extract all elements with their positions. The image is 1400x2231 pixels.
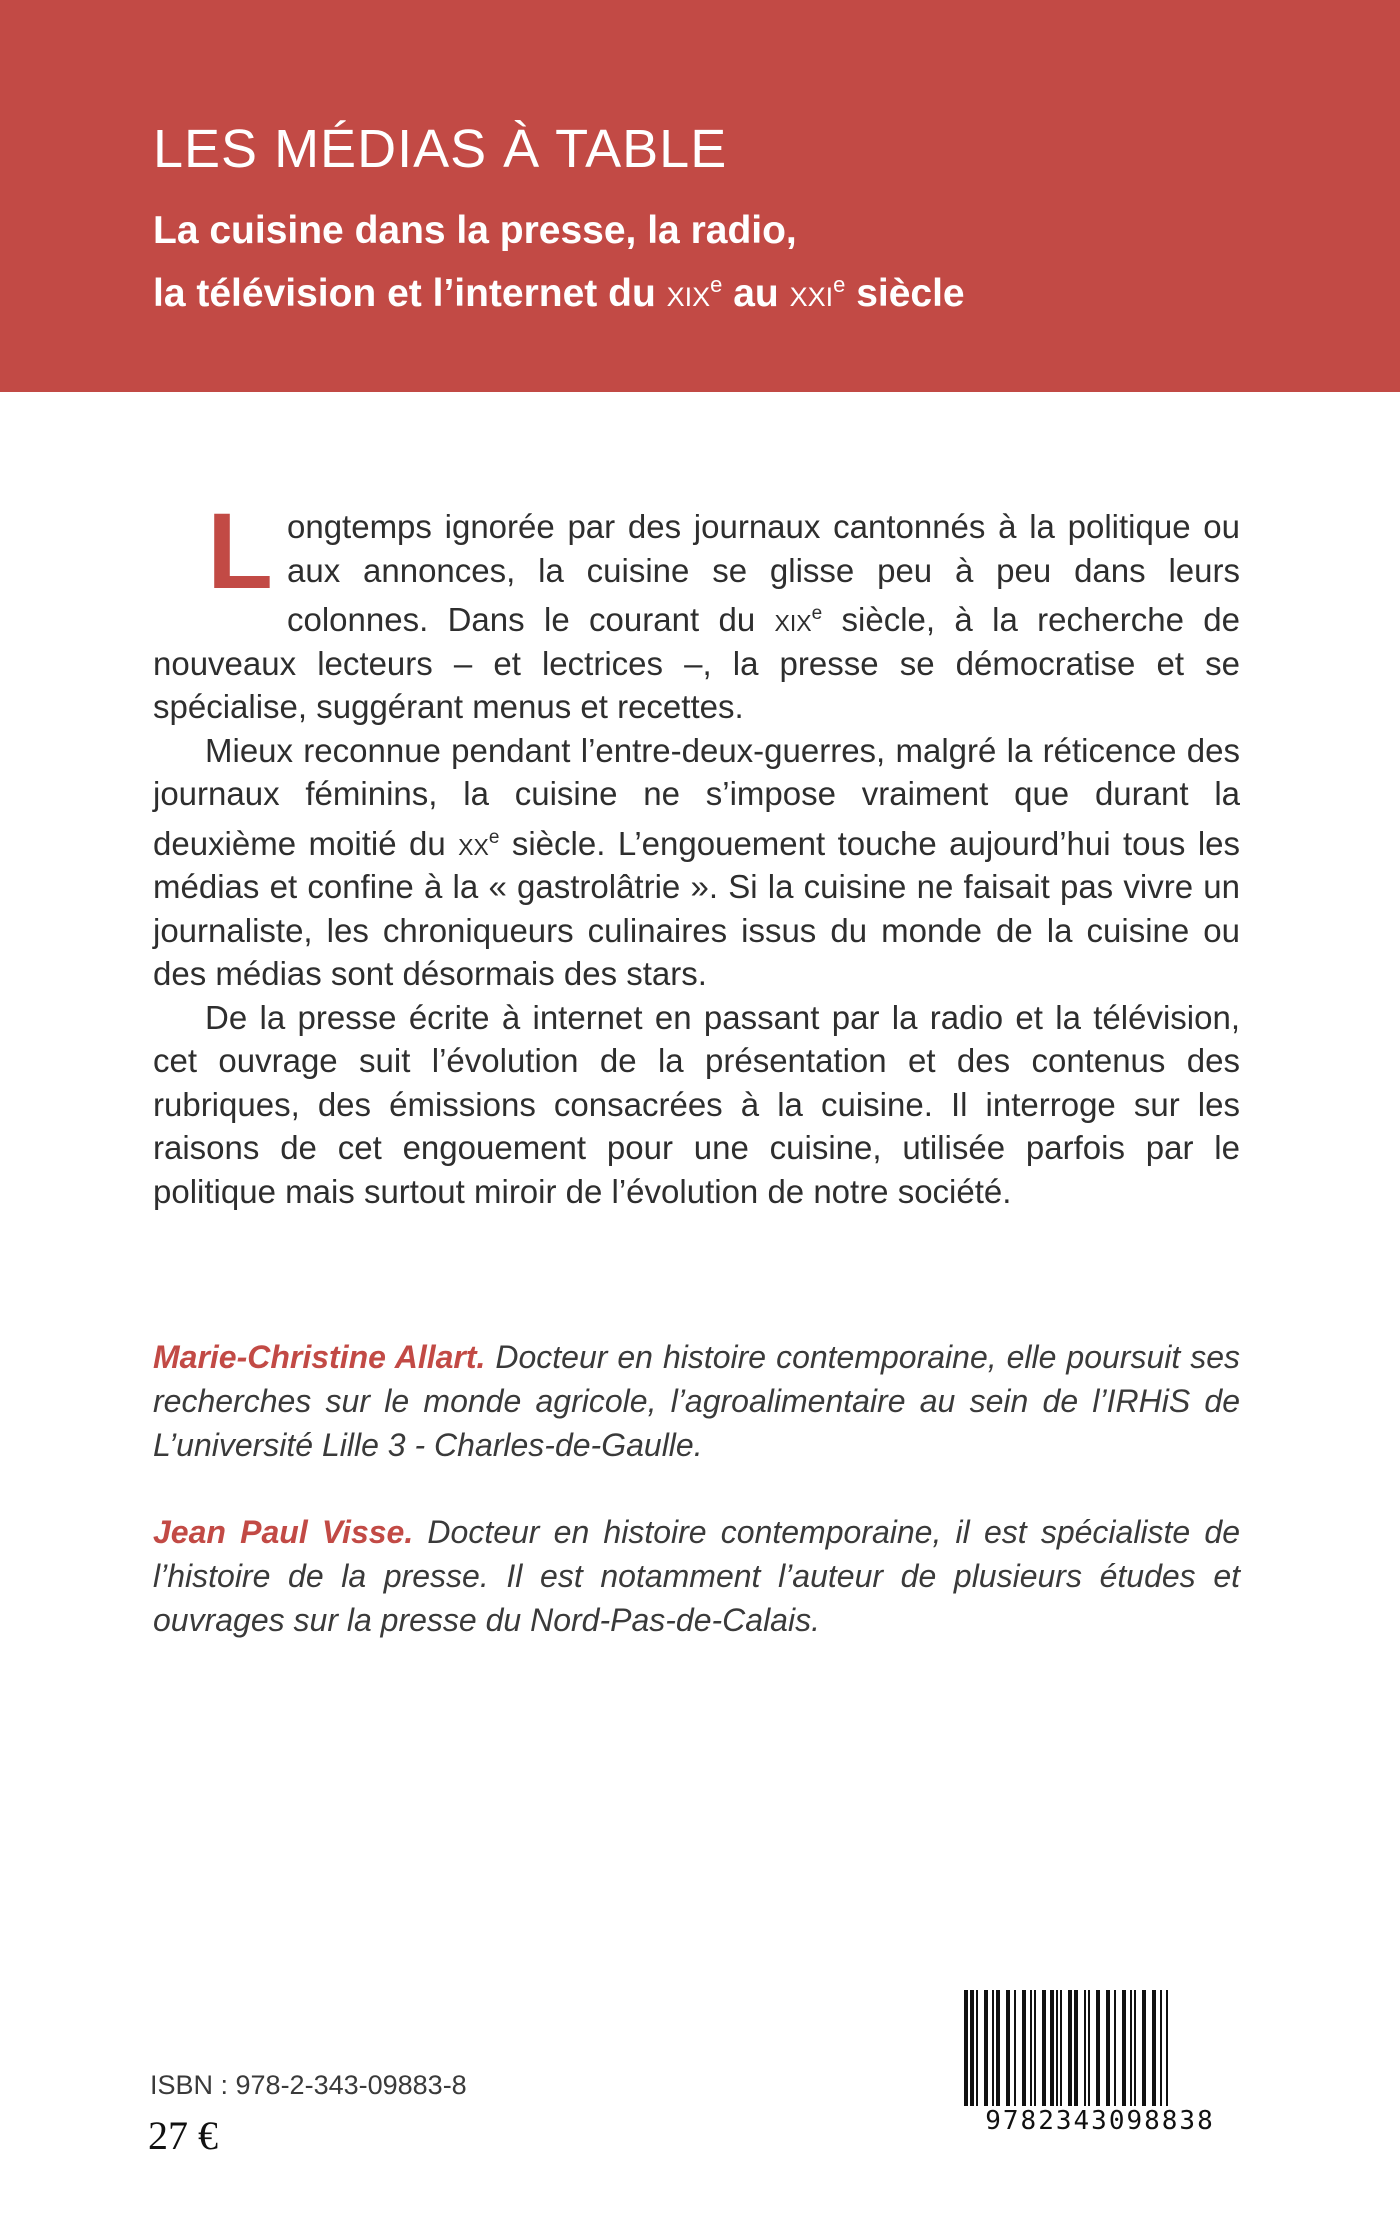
author-bio-text-1: Docteur en histoire contemporaine, elle poursuit ses recherches sur le monde agricole, l’agroalimentaire au sein de l’IRHiS de L’université Lille 3 - Charles-de-Gaulle. <box>153 1339 1241 1463</box>
barcode-bar <box>1160 1990 1162 2110</box>
subtitle-sup-1: e <box>710 272 723 297</box>
book-title: LES MÉDIAS À TABLE <box>153 119 728 179</box>
p2-text-a: Mieux reconnue pendant l’entre-deux-guerres, malgré la réticence des journaux féminins, la cuisine ne s’impose vraiment que durant la deuxième moitié du <box>153 731 1240 862</box>
barcode-bar <box>1096 1990 1100 2110</box>
price-label: 27 € <box>148 2113 218 2158</box>
barcode-bar <box>970 1990 974 2110</box>
subtitle-line2c: siècle <box>845 272 965 315</box>
barcode-bar <box>1114 1990 1116 2110</box>
subtitle-line2b: au <box>722 272 790 315</box>
barcode-bar <box>1122 1990 1126 2110</box>
author-bio-text-2: Docteur en histoire contemporaine, il est spécialiste de l’histoire de la presse. Il est notamment l’auteur de plusieurs études et ouvrages sur la presse du Nord-Pas-de-Calais. <box>153 1514 1240 1638</box>
drop-cap-letter: L <box>207 490 273 611</box>
barcode-bar <box>1088 1990 1090 2110</box>
barcode-bar <box>1050 1990 1054 2110</box>
barcode-bar <box>1042 1990 1046 2110</box>
barcode-bar <box>1030 1990 1032 2110</box>
p1-text-b: siècle, à la recherche de nouveaux lecteurs – et lectrices –, la presse se démocratise et se spécialise, suggérant menus et recettes. <box>153 601 1240 725</box>
barcode-bar <box>996 1990 1000 2110</box>
subtitle-line2a: la télévision et l’internet du <box>153 272 667 315</box>
subtitle-line1: La cuisine dans la presse, la radio, <box>153 209 797 252</box>
p2-century: xx <box>458 824 489 862</box>
p2-sup: e <box>488 826 500 848</box>
barcode-bar <box>984 1990 988 2110</box>
barcode-bar <box>1068 1990 1072 2110</box>
barcode-bar <box>1022 1990 1026 2110</box>
barcode-bar <box>1084 1990 1086 2110</box>
description-paragraph-1 <box>153 490 1240 729</box>
description-paragraph-3: De la presse écrite à internet en passant par la radio et la télévision, cet ouvrage suit l’évolution de la présentation et des contenus des rubriques, des émissions consacrées à la cuisine. Il interroge sur les raisons de cet engouement pour une cuisine, utilisée parfois par le politique mais surtout miroir de l’évolution de notre société. <box>153 998 1240 1210</box>
barcode-bar <box>1134 1990 1136 2110</box>
author-bio-2 <box>153 1510 1240 1642</box>
barcode-bar <box>1152 1990 1156 2110</box>
barcode-bars <box>960 1990 1240 2110</box>
barcode-bar <box>1142 1990 1146 2110</box>
barcode-digits: 9782343098838 <box>960 2106 1240 2136</box>
p1-text-a: ongtemps ignorée par des journaux cantonnés à la politique ou aux annonces, la cuisine se glisse peu à peu dans leurs colonnes. Dans le courant du <box>286 508 1240 638</box>
barcode-bar <box>992 1990 994 2110</box>
barcode-bar <box>1034 1990 1036 2110</box>
subtitle-century-21: xxi <box>789 272 834 315</box>
isbn-label: ISBN : 978-2-343-09883-8 <box>150 2070 467 2100</box>
barcode-bar <box>1106 1990 1110 2110</box>
author-name-2: Jean Paul Visse. <box>153 1514 414 1550</box>
barcode-bar <box>1006 1990 1010 2110</box>
author-bio-1 <box>153 1335 1240 1467</box>
cover-header-band <box>0 0 1400 392</box>
barcode-bar <box>1060 1990 1062 2110</box>
barcode-bar <box>1074 1990 1078 2110</box>
barcode-bar <box>1056 1990 1058 2110</box>
description-paragraph-2 <box>153 729 1240 996</box>
subtitle-century-19: xix <box>666 272 711 315</box>
barcode-bar <box>976 1990 978 2110</box>
author-name-1: Marie-Christine Allart. <box>153 1339 486 1375</box>
p2-text-b: siècle. L’engouement touche aujourd’hui tous les médias et confine à la « gastrolâtrie ». Si la cuisine ne faisait pas vivre un journaliste, les chroniqueurs culinaires issus du monde de la cuisine ou des médias sont désormais des stars. <box>153 824 1240 992</box>
p1-century: xix <box>774 601 812 638</box>
book-subtitle <box>153 204 965 321</box>
subtitle-sup-2: e <box>833 272 846 297</box>
barcode <box>960 1990 1240 2140</box>
barcode-bar <box>1166 1990 1168 2110</box>
barcode-bar <box>964 1990 968 2110</box>
barcode-bar <box>1014 1990 1016 2110</box>
book-description <box>153 490 1240 1213</box>
p1-sup: e <box>811 603 823 624</box>
barcode-bar <box>1130 1990 1132 2110</box>
